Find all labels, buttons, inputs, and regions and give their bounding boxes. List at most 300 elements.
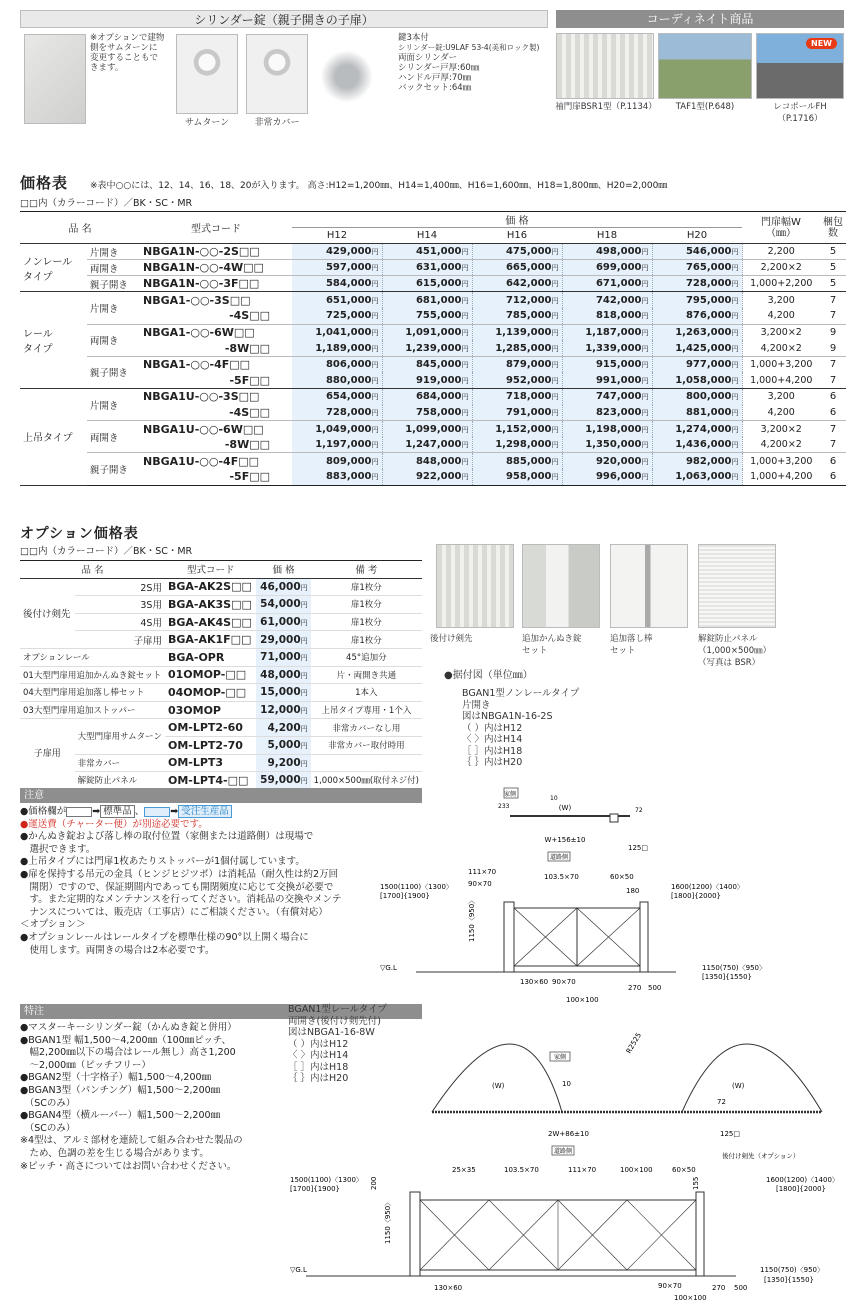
price-cell: 1,152,000円	[472, 421, 562, 437]
svg-text:[1700]{1900}: [1700]{1900}	[290, 1185, 340, 1193]
col-name: 品 名	[20, 212, 140, 244]
option-remark: 扉1枚分	[311, 613, 422, 631]
price-color-code: □□内（カラーコード）／BK・SC・MR	[20, 198, 193, 209]
price-cell: 1,247,000円	[382, 437, 472, 453]
model-code: NBGA1N-○○-4W□□	[143, 261, 264, 275]
option-name: 2S用	[75, 578, 165, 596]
option-code: BGA-AK2S□□	[165, 578, 257, 596]
drawing1-elevation	[376, 866, 846, 1008]
option-name: 4S用	[75, 613, 165, 631]
svg-text:2W+86±10: 2W+86±10	[548, 1130, 589, 1138]
svg-text:家側: 家側	[503, 791, 517, 798]
svg-text:130×60: 130×60	[434, 1284, 463, 1292]
price-cell: 881,000円	[652, 405, 742, 421]
svg-text:R2525: R2525	[624, 1031, 644, 1055]
svg-text:130×60: 130×60	[520, 978, 549, 986]
price-cell: 758,000円	[382, 405, 472, 421]
option-name: 04大型門扉用追加落し棒セット	[20, 684, 165, 702]
width-cell: 1,000+3,200	[750, 359, 813, 371]
svg-text:270: 270	[628, 984, 642, 992]
price-cell: 806,000円	[292, 356, 382, 372]
option-row	[20, 772, 422, 790]
svg-text:家側: 家側	[553, 1054, 567, 1061]
coordinate-photo-1	[556, 33, 654, 99]
lock-photo	[24, 34, 86, 124]
svg-text:100×100: 100×100	[674, 1294, 707, 1302]
width-cell: 1,000+3,200	[750, 455, 813, 467]
features-text: ●マスターキーシリンダー錠（かんぬき錠と併用） ●BGAN1型 幅1,500～4,200㎜（100㎜ピッチ、 幅2,200㎜以下の場合はレール無し）高さ1,200 ～2,000㎜（ピッチフリー） ●BGAN2型（十字格子）幅1,500～4,200㎜ ●BGAN3型（パンチング）幅1,500～2,200㎜ （SCのみ） ●BGAN4型（横ルーバー）幅1,500～2,200㎜ （SCのみ） ※4型は、アルミ部材を連続して組み合わせた製品の ため、色調の差を生じる場合があります。 ※ピッチ・高さについてはお問い合わせください。	[20, 1022, 243, 1172]
model-code: -4S□□	[229, 309, 270, 323]
option-row	[20, 648, 422, 666]
svg-text:103.5×70: 103.5×70	[544, 873, 579, 881]
svg-text:[1700]{1900}: [1700]{1900}	[380, 892, 430, 900]
price-cell: 1,263,000円	[652, 324, 742, 340]
option-name: 大型門扉用サムターン	[75, 719, 165, 754]
option-remark: 扉1枚分	[311, 631, 422, 649]
svg-text:25×35: 25×35	[452, 1166, 476, 1174]
width-cell: 3,200×2	[760, 326, 802, 338]
svg-text:(W): (W)	[732, 1082, 745, 1090]
option-code: 01OMOP-□□	[165, 666, 257, 684]
drawings-title: ●据付図（単位㎜）	[444, 670, 533, 681]
svg-text:90×70: 90×70	[468, 880, 492, 888]
option-remark: 扉1枚分	[311, 596, 422, 614]
option-remark: 上吊タイプ専用・1个入	[311, 701, 422, 719]
price-cell: 996,000円	[562, 469, 652, 485]
svg-text:1600(1200)〈1400〉: 1600(1200)〈1400〉	[671, 883, 744, 891]
opt-col-name: 品 名	[20, 561, 165, 579]
svg-text:200: 200	[370, 1176, 378, 1190]
price-cell: 1,425,000円	[652, 340, 742, 356]
option-price: 5,000円	[256, 736, 310, 754]
price-cell: 785,000円	[472, 308, 562, 324]
price-cell: 728,000円	[652, 276, 742, 292]
price-cell: 755,000円	[382, 308, 472, 324]
price-cell: 642,000円	[472, 276, 562, 292]
price-cell: 1,099,000円	[382, 421, 472, 437]
option-photo-panel	[698, 544, 776, 628]
qty-cell: 7	[829, 423, 837, 435]
col-price: 価 格	[292, 212, 742, 228]
qty-cell: 7	[829, 294, 837, 306]
svg-text:1150(750)〈950〉: 1150(750)〈950〉	[760, 1266, 824, 1274]
svg-text:▽G.L: ▽G.L	[290, 1266, 307, 1274]
option-code: OM-LPT2-70	[165, 736, 257, 754]
svg-text:111×70: 111×70	[568, 1166, 597, 1174]
svg-text:1600(1200)〈1400〉: 1600(1200)〈1400〉	[766, 1176, 839, 1184]
coordinate-label-3: レコポールFH （P.1716）	[773, 102, 827, 124]
option-group: 後付け剣先	[20, 578, 75, 648]
qty-cell: 5	[829, 262, 837, 274]
price-cell: 795,000円	[652, 292, 742, 308]
price-cell: 1,063,000円	[652, 469, 742, 485]
category-cell: 上吊タイプ	[20, 389, 87, 486]
option-price: 54,000円	[256, 596, 310, 614]
category-cell: レール タイプ	[20, 292, 87, 389]
open-type-cell: 片開き	[89, 304, 119, 316]
price-row	[20, 356, 846, 372]
price-row	[20, 244, 846, 260]
svg-text:10: 10	[550, 795, 558, 802]
model-code: -5F□□	[229, 373, 270, 387]
option-price: 15,000円	[256, 684, 310, 702]
svg-text:100×100: 100×100	[566, 996, 599, 1004]
svg-text:[1800]{2000}: [1800]{2000}	[776, 1185, 826, 1193]
option-name: 03大型門扉用追加ストッパー	[20, 701, 165, 719]
qty-cell: 9	[829, 342, 837, 354]
option-photo-drop-bar	[610, 544, 688, 628]
price-cell: 1,239,000円	[382, 340, 472, 356]
price-cell: 982,000円	[652, 453, 742, 469]
opt-col-code: 型式コード	[165, 561, 257, 579]
white-box	[66, 807, 92, 817]
price-cell: 651,000円	[292, 292, 382, 308]
option-remark: 1本入	[311, 684, 422, 702]
price-cell: 718,000円	[472, 389, 562, 405]
option-code: OM-LPT3	[165, 754, 257, 772]
price-cell: 800,000円	[652, 389, 742, 405]
svg-text:[1800]{2000}: [1800]{2000}	[671, 892, 721, 900]
price-row	[20, 260, 846, 276]
col-code: 型式コード	[140, 212, 292, 244]
price-cell: 728,000円	[292, 405, 382, 421]
coordinate-photo-3	[756, 33, 844, 99]
price-row	[20, 453, 846, 469]
qty-cell: 7	[829, 359, 837, 371]
option-name: 3S用	[75, 596, 165, 614]
price-row	[20, 292, 846, 308]
price-cell: 823,000円	[562, 405, 652, 421]
open-type-cell: 親子開き	[89, 368, 128, 380]
model-code: NBGA1N-○○-3F□□	[143, 277, 260, 291]
width-cell: 1,000+4,200	[750, 374, 813, 386]
model-code: NBGA1U-○○-3S□□	[143, 390, 260, 404]
width-cell: 3,200×2	[760, 423, 802, 435]
option-remark: 45°追加分	[311, 648, 422, 666]
svg-text:233: 233	[498, 803, 510, 810]
price-cell: 498,000円	[562, 244, 652, 260]
new-badge: NEW	[806, 38, 837, 49]
price-cell: 1,198,000円	[562, 421, 652, 437]
option-caption-1: 後付け剣先	[430, 634, 473, 644]
svg-text:60×50: 60×50	[610, 873, 634, 881]
option-row	[20, 754, 422, 772]
svg-text:W+156±10: W+156±10	[544, 836, 586, 844]
svg-text:(W): (W)	[558, 804, 572, 812]
price-cell: 681,000円	[382, 292, 472, 308]
features-label: 特注	[20, 1004, 422, 1019]
price-row	[20, 405, 846, 421]
svg-text:125□: 125□	[628, 844, 648, 852]
model-code: NBGA1-○○-6W□□	[143, 325, 255, 339]
price-cell: 1,189,000円	[292, 340, 382, 356]
svg-text:1500(1100)〈1300〉: 1500(1100)〈1300〉	[380, 883, 453, 891]
option-remark: 1,000×500㎜(取付ネジ付)	[311, 772, 422, 790]
emergency-cover-photo	[246, 34, 308, 114]
open-type-cell: 親子開き	[89, 465, 128, 476]
width-cell: 3,200	[767, 294, 795, 306]
option-row	[20, 666, 422, 684]
qty-cell: 5	[829, 278, 837, 290]
open-type-cell: 両開き	[89, 263, 119, 275]
qty-cell: 7	[829, 439, 837, 451]
options-color-code: □□内（カラーコード）／BK・SC・MR	[20, 546, 193, 557]
open-type-cell: 親子開き	[89, 279, 128, 291]
svg-text:1500(1100)〈1300〉: 1500(1100)〈1300〉	[290, 1176, 363, 1184]
svg-text:155: 155	[692, 1176, 700, 1190]
option-price: 29,000円	[256, 631, 310, 649]
option-name: オプションレール	[20, 648, 165, 666]
coordinate-label-1: 袖門扉BSR1型（P.1134）	[555, 102, 657, 112]
price-cell: 584,000円	[292, 276, 382, 292]
col-h12: H12	[292, 228, 382, 244]
thumbturn-photo	[176, 34, 238, 114]
svg-text:125□: 125□	[720, 1130, 740, 1138]
price-cell: 742,000円	[562, 292, 652, 308]
price-row	[20, 324, 846, 340]
price-title: 価格表	[20, 174, 69, 192]
svg-text:[1350]{1550}: [1350]{1550}	[764, 1276, 814, 1284]
option-remark	[311, 754, 422, 772]
qty-cell: 7	[829, 310, 837, 322]
svg-text:▽G.L: ▽G.L	[380, 964, 397, 972]
options-title: オプション価格表	[20, 526, 139, 542]
option-remark: 片・両開き共通	[311, 666, 422, 684]
price-cell: 876,000円	[652, 308, 742, 324]
qty-cell: 5	[829, 246, 837, 258]
notes-text: ●価格欄が ➡ 標準品 、 ➡ 受注生産品 ●運送費（チャーター便）が別途必要です。 ●かんぬき錠および落し棒の取付位置（家側または道路側）は現場で 選択できます。 ●上吊タイプには門扉1枚あたりストッパーが1個付属しています。 ●扉を保持する吊元の金具（ヒンジヒジツボ）は消耗品（耐久性は約2万回 開閉）ですので、保証期間内であっても開閉頻度に応じて交換が必要で す。また定期的なメンテナンスを行ってください。消耗品の交換やメンテ ナンスについては、販売店（工事店）にご相談ください。（有償対応） ＜オプション＞ ●オプションレールはレールタイプを標準仕様の90°以上開く場合に 使用します。両開きの場合は2本必要です。	[20, 806, 342, 956]
option-price: 12,000円	[256, 701, 310, 719]
price-cell: 1,197,000円	[292, 437, 382, 453]
drawing1-plan	[480, 780, 660, 862]
width-cell: 2,200×2	[760, 262, 802, 274]
price-cell: 915,000円	[562, 356, 652, 372]
coordinate-label-2: TAF1型(P.648)	[675, 102, 735, 112]
price-cell: 475,000円	[472, 244, 562, 260]
option-caption-2: 追加かんぬき錠 セット	[522, 634, 582, 656]
price-cell: 597,000円	[292, 260, 382, 276]
cylinder-lock-banner: シリンダー錠（親子開きの子扉）	[20, 10, 548, 28]
price-row	[20, 469, 846, 485]
width-cell: 2,200	[767, 246, 795, 258]
svg-text:103.5×70: 103.5×70	[504, 1166, 539, 1174]
svg-text:72: 72	[717, 1098, 726, 1106]
svg-text:道路側: 道路側	[549, 854, 569, 861]
price-cell: 791,000円	[472, 405, 562, 421]
option-code: OM-LPT4-□□	[165, 772, 257, 790]
price-cell: 684,000円	[382, 389, 472, 405]
option-caption-3: 追加落し棒 セット	[610, 634, 653, 656]
option-row	[20, 596, 422, 614]
svg-text:60×50: 60×50	[672, 1166, 696, 1174]
price-cell: 977,000円	[652, 356, 742, 372]
price-cell: 809,000円	[292, 453, 382, 469]
qty-cell: 6	[829, 406, 837, 418]
option-remark: 非常カバー取付時用	[311, 736, 422, 754]
thumbturn-caption: サムターン	[184, 118, 230, 128]
price-row	[20, 437, 846, 453]
price-cell: 1,339,000円	[562, 340, 652, 356]
option-name: 非常カバー	[75, 754, 165, 772]
svg-text:道路側: 道路側	[553, 1148, 573, 1155]
width-cell: 4,200×2	[760, 439, 802, 451]
price-cell: 631,000円	[382, 260, 472, 276]
option-price: 61,000円	[256, 613, 310, 631]
option-caption-4: 解錠防止パネル （1,000×500㎜） （写真は BSR）	[698, 634, 772, 668]
notes-label: 注意	[20, 788, 422, 803]
svg-text:1150〈950〉: 1150〈950〉	[384, 1198, 392, 1244]
price-cell: 818,000円	[562, 308, 652, 324]
options-table	[20, 560, 422, 790]
width-cell: 4,200	[767, 310, 795, 322]
model-code: NBGA1-○○-4F□□	[143, 358, 251, 372]
open-type-cell: 片開き	[89, 247, 119, 259]
width-cell: 1,000+4,200	[750, 471, 813, 483]
keys-photo	[318, 38, 390, 108]
model-code: NBGA1U-○○-6W□□	[143, 422, 264, 436]
price-row	[20, 276, 846, 292]
width-cell: 4,200	[767, 406, 795, 418]
svg-text:500: 500	[734, 1284, 748, 1292]
svg-text:90×70: 90×70	[658, 1282, 682, 1290]
price-note: ※表中○○には、12、14、16、18、20が入ります。 高さ:H12=1,200㎜、H14=1,400㎜、H16=1,600㎜、H18=1,800㎜、H20=2,000㎜	[90, 181, 668, 191]
blue-box	[144, 807, 170, 817]
model-code: -4S□□	[229, 405, 270, 419]
svg-text:[1350]{1550}: [1350]{1550}	[702, 973, 752, 981]
option-price: 59,000円	[256, 772, 310, 790]
price-cell: 952,000円	[472, 372, 562, 388]
col-h14: H14	[382, 228, 472, 244]
price-cell: 1,041,000円	[292, 324, 382, 340]
option-remark: 扉1枚分	[311, 578, 422, 596]
price-cell: 1,058,000円	[652, 372, 742, 388]
price-row	[20, 340, 846, 356]
price-cell: 919,000円	[382, 372, 472, 388]
option-code: BGA-AK4S□□	[165, 613, 257, 631]
price-cell: 671,000円	[562, 276, 652, 292]
price-cell: 1,298,000円	[472, 437, 562, 453]
width-cell: 1,000+2,200	[750, 278, 813, 290]
svg-text:90×70: 90×70	[552, 978, 576, 986]
price-cell: 879,000円	[472, 356, 562, 372]
option-price: 71,000円	[256, 648, 310, 666]
price-row	[20, 372, 846, 388]
price-cell: 429,000円	[292, 244, 382, 260]
emergency-cover-caption: 非常カバー	[254, 118, 300, 128]
option-photo-bolt	[522, 544, 600, 628]
option-price: 4,200円	[256, 719, 310, 737]
model-code: NBGA1U-○○-4F□□	[143, 454, 259, 468]
option-row	[20, 613, 422, 631]
svg-text:100×100: 100×100	[620, 1166, 653, 1174]
option-photo-spike	[436, 544, 514, 628]
width-cell: 3,200	[767, 391, 795, 403]
price-row	[20, 389, 846, 405]
price-cell: 1,187,000円	[562, 324, 652, 340]
option-price: 46,000円	[256, 578, 310, 596]
price-cell: 1,139,000円	[472, 324, 562, 340]
svg-text:180: 180	[626, 887, 640, 895]
option-code: OM-LPT2-60	[165, 719, 257, 737]
price-cell: 885,000円	[472, 453, 562, 469]
qty-cell: 6	[829, 471, 837, 483]
col-width: 門扉幅W （㎜）	[742, 212, 820, 244]
lock-specs: 鍵3本付 シリンダー錠:U9LAF 53-4(美和ロック製) 両面シリンダー シリンダー戸厚:60㎜ ハンドル戸厚:70㎜ バックセット:64㎜	[398, 33, 540, 93]
price-cell: 654,000円	[292, 389, 382, 405]
price-cell: 1,436,000円	[652, 437, 742, 453]
price-cell: 922,000円	[382, 469, 472, 485]
price-row	[20, 308, 846, 324]
model-code: -5F□□	[229, 470, 270, 484]
drawing1-legend: BGAN1型ノンレールタイプ 片開き 図はNBGA1N-16-2S （ ）内はH12 〈 〉内はH14 ［ ］内はH18 ｛ ｝内はH20	[462, 688, 580, 768]
option-row	[20, 684, 422, 702]
price-cell: 615,000円	[382, 276, 472, 292]
option-price: 9,200円	[256, 754, 310, 772]
price-table	[20, 211, 846, 486]
price-cell: 991,000円	[562, 372, 652, 388]
svg-text:270: 270	[712, 1284, 726, 1292]
price-cell: 451,000円	[382, 244, 472, 260]
price-row	[20, 421, 846, 437]
coordinate-banner: コーディネイト商品	[556, 10, 844, 28]
coordinate-photo-2	[658, 33, 752, 99]
qty-cell: 7	[829, 374, 837, 386]
open-type-cell: 両開き	[89, 336, 119, 348]
option-code: 04OMOP-□□	[165, 684, 257, 702]
option-row	[20, 701, 422, 719]
svg-text:10: 10	[562, 1080, 571, 1088]
price-cell: 1,285,000円	[472, 340, 562, 356]
qty-cell: 6	[829, 391, 837, 403]
col-qty: 梱包 数	[820, 212, 846, 244]
price-cell: 1,091,000円	[382, 324, 472, 340]
svg-text:72: 72	[635, 807, 643, 814]
option-code: BGA-AK3S□□	[165, 596, 257, 614]
price-cell: 546,000円	[652, 244, 742, 260]
qty-cell: 9	[829, 326, 837, 338]
opt-col-price: 価 格	[256, 561, 310, 579]
option-remark: 非常カバーなし用	[311, 719, 422, 737]
option-name: 解錠防止パネル	[75, 772, 165, 790]
svg-text:500: 500	[648, 984, 662, 992]
option-row	[20, 578, 422, 596]
option-name: 子扉用	[75, 631, 165, 649]
model-code: -8W□□	[224, 341, 270, 355]
model-code: NBGA1-○○-3S□□	[143, 293, 251, 307]
option-code: BGA-OPR	[165, 648, 257, 666]
model-code: -8W□□	[224, 438, 270, 452]
col-h16: H16	[472, 228, 562, 244]
price-cell: 747,000円	[562, 389, 652, 405]
option-code: 03OMOP	[165, 701, 257, 719]
price-cell: 845,000円	[382, 356, 472, 372]
price-cell: 665,000円	[472, 260, 562, 276]
svg-text:1150(750)〈950〉: 1150(750)〈950〉	[702, 964, 766, 972]
price-cell: 920,000円	[562, 453, 652, 469]
price-cell: 883,000円	[292, 469, 382, 485]
option-name: 01大型門扉用追加かんぬき錠セット	[20, 666, 165, 684]
svg-text:後付け剣先（オプション）: 後付け剣先（オプション）	[722, 1152, 800, 1160]
category-cell: ノンレール タイプ	[20, 244, 87, 292]
open-type-cell: 両開き	[89, 432, 119, 444]
price-cell: 699,000円	[562, 260, 652, 276]
width-cell: 4,200×2	[760, 342, 802, 354]
col-h18: H18	[562, 228, 652, 244]
opt-col-remark: 備 考	[311, 561, 422, 579]
price-cell: 848,000円	[382, 453, 472, 469]
svg-text:(W): (W)	[492, 1082, 505, 1090]
open-type-cell: 片開き	[89, 400, 119, 412]
